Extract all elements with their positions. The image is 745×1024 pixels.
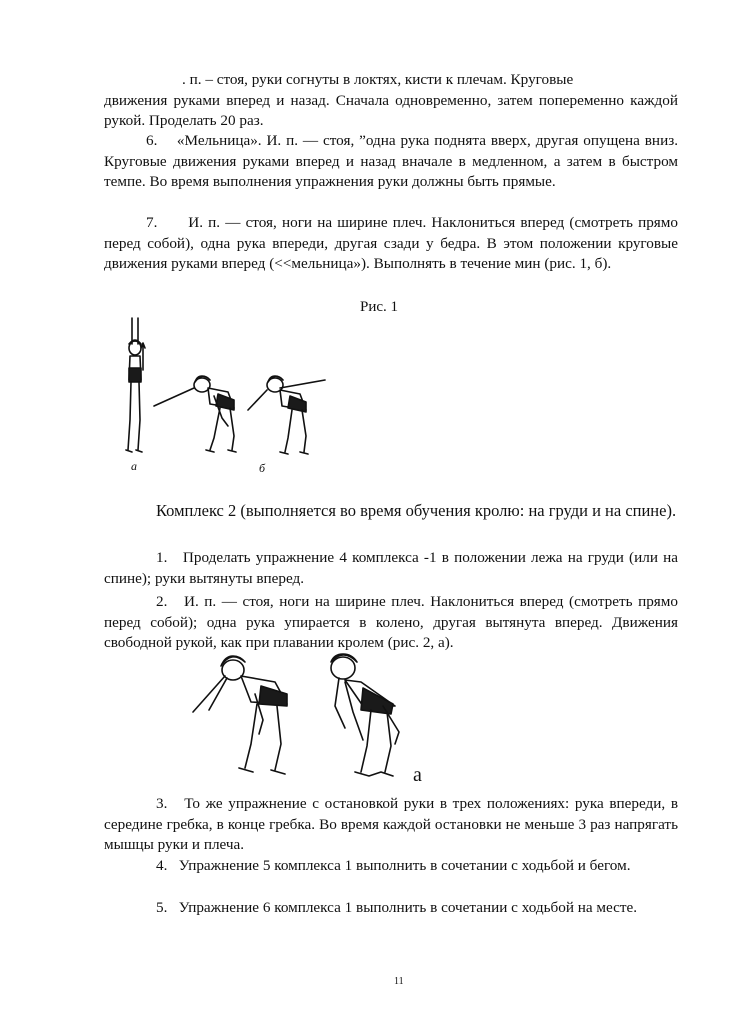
complex-2-item-5: 5. Упражнение 6 комплекса 1 выполнить в сочетании с ходьбой на месте. (156, 899, 638, 916)
complex-2-item-4: 4. Упражнение 5 комплекса 1 выполнить в сочетании с ходьбой и бегом. (156, 857, 631, 874)
paragraph-1-first-line: . п. – стоя, руки согнуты в локтях, кисти к плечам. Круговые (182, 71, 574, 88)
paragraph-6: 6. «Мельница». И. п. — стоя, ”одна рука поднята вверх, другая опущена вниз. Круговые движения руками вперед и назад вначале в медленном, а затем в быстром темпе. Во время выполнения упражнения руки должны быть прямые. (104, 132, 678, 191)
figure-2-bent-person-1 (193, 656, 287, 774)
figure-2-bent-person-2 (331, 654, 399, 776)
paragraph-7: 7. И. п. — стоя, ноги на ширине плеч. Наклониться вперед (смотреть прямо перед собой), одна рука впереди, другая сзади у бедра. В этом положении круговые движения руками вперед (<<мельница»). Выполнять в течение мин (рис. 1, б). (104, 214, 678, 273)
figure-2-label-a: а (413, 764, 422, 786)
figure-1-illustration (110, 310, 340, 480)
figure-1-caption: Рис. 1 (360, 299, 399, 315)
figure-2-illustration (185, 648, 410, 780)
figure-1b-bent-person-2 (248, 376, 325, 454)
figure-1-label-b: б (259, 461, 266, 475)
page-number: 11 (394, 976, 404, 987)
figure-1a-standing-person (126, 318, 145, 452)
paragraph-1-rest: движения руками вперед и назад. Сначала одновременно, затем попеременно каждой рукой. Проделать 20 раз. (104, 91, 678, 130)
figure-1-label-a: а (131, 459, 137, 473)
complex-2-item-3: 3. То же упражнение с остановкой руки в трех положениях: рука впереди, в середине гребка, в конце гребка. Во время каждой остановки не меньше 3 раз напрягать мышцы руки и плеча. (104, 795, 678, 854)
complex-2-heading: Комплекс 2 (выполняется во время обучения кролю: на груди и на спине). (156, 501, 677, 520)
paragraph-1 (104, 70, 678, 132)
complex-2-item-2: 2. И. п. — стоя, ноги на ширине плеч. Наклониться вперед (смотреть прямо перед собой); одна рука упирается в колено, другая вытянута вперед. Движения свободной рукой, как при плавании кролем (рис. 2, а). (104, 593, 678, 652)
complex-2-item-1: 1. Проделать упражнение 4 комплекса -1 в положении лежа на груди (или на спине); руки вытянуты вперед. (104, 549, 678, 587)
figure-1b-bent-person-1 (154, 376, 236, 452)
